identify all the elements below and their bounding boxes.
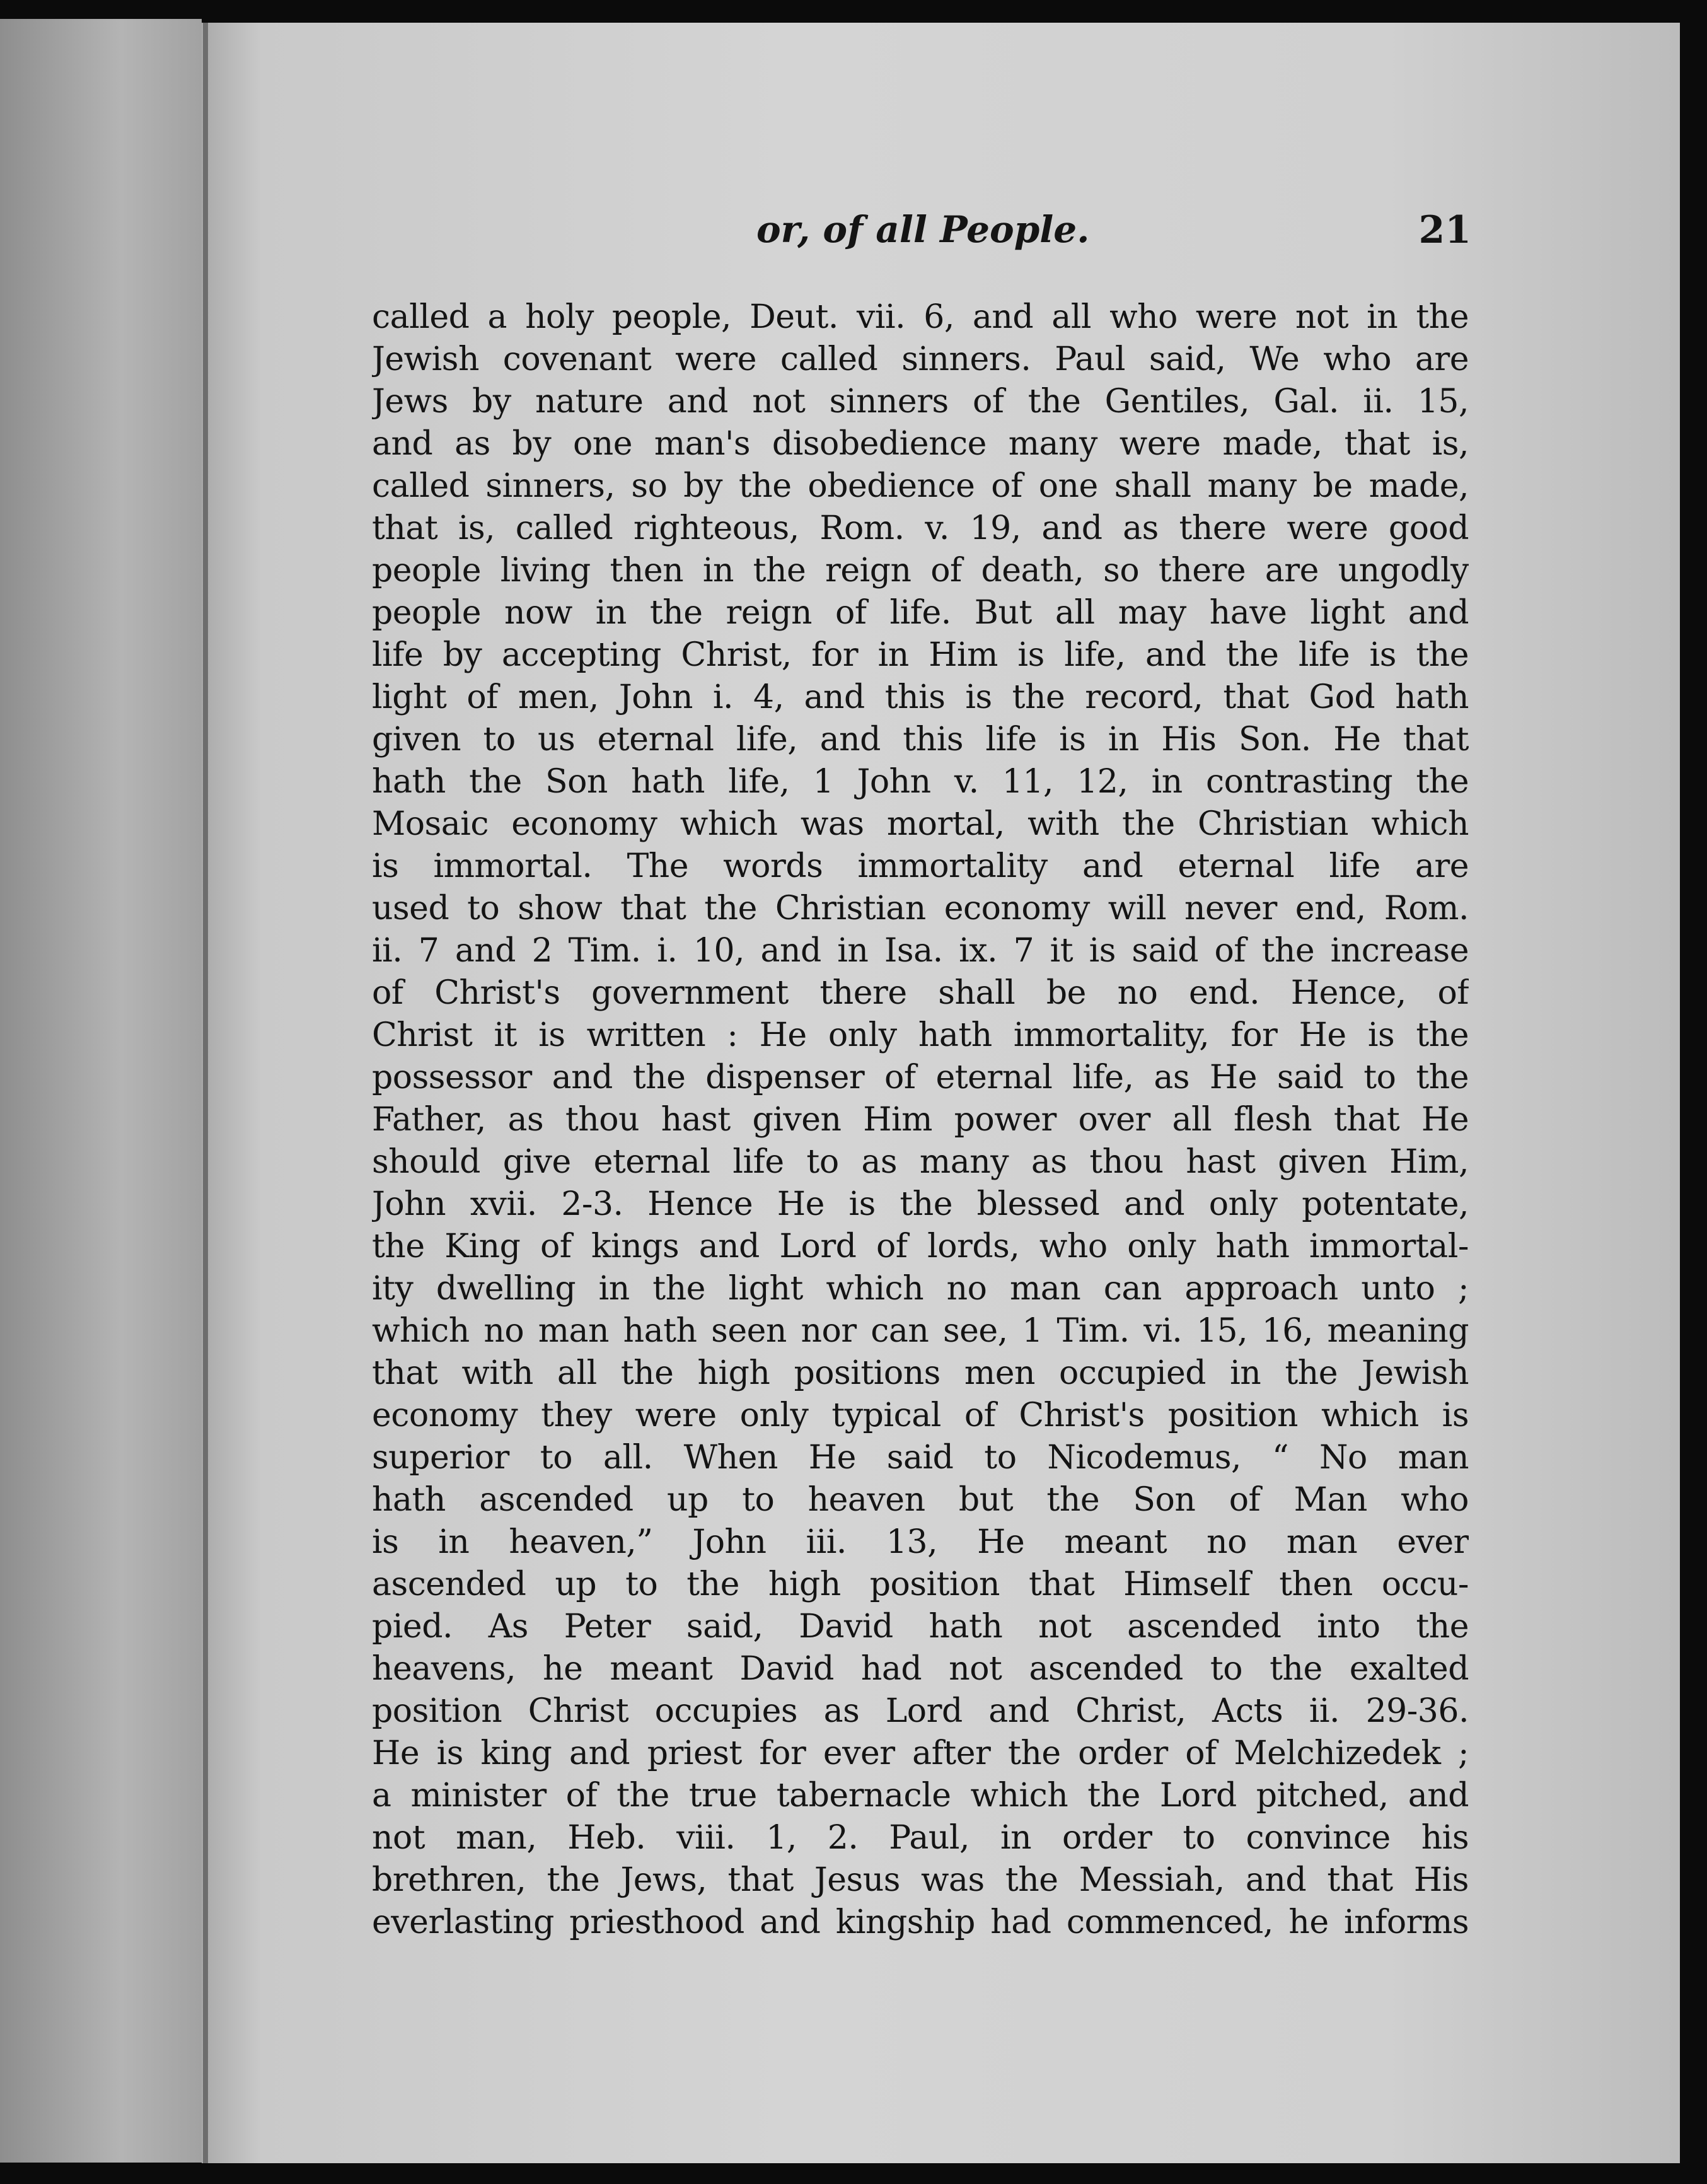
text-line: ity dwelling in the light which no man can approach unto ; <box>372 1270 1469 1308</box>
text-line: of Christ's government there shall be no end. Hence, of <box>372 974 1469 1012</box>
text-line: position Christ occupies as Lord and Christ, Acts ii. 29-36. <box>372 1692 1469 1730</box>
text-line: Jews by nature and not sinners of the Gentiles, Gal. ii. 15, <box>372 383 1469 421</box>
text-line: used to show that the Christian economy will never end, Rom. <box>372 890 1469 927</box>
text-line: that is, called righteous, Rom. v. 19, and as there were good <box>372 509 1469 547</box>
left-page-edge <box>0 19 202 2163</box>
text-line: possessor and the dispenser of eternal life, as He said to the <box>372 1059 1469 1096</box>
text-line: ii. 7 and 2 Tim. i. 10, and in Isa. ix. 7 it is said of the increase <box>372 932 1469 970</box>
text-line: economy they were only typical of Christ's position which is <box>372 1397 1469 1434</box>
text-line: brethren, the Jews, that Jesus was the Messiah, and that His <box>372 1861 1469 1899</box>
text-line: light of men, John i. 4, and this is the record, that God hath <box>372 678 1469 716</box>
text-line: which no man hath seen nor can see, 1 Tim. vi. 15, 16, meaning <box>372 1312 1469 1350</box>
page-gutter <box>203 23 208 2163</box>
text-line: called a holy people, Deut. vii. 6, and all who were not in the <box>372 298 1469 336</box>
text-line: given to us eternal life, and this life is in His Son. He that <box>372 721 1469 758</box>
text-line: is in heaven,” John iii. 13, He meant no man ever <box>372 1523 1469 1561</box>
text-line: Father, as thou hast given Him power over all flesh that He <box>372 1101 1469 1139</box>
text-line: should give eternal life to as many as thou hast given Him, <box>372 1143 1469 1181</box>
text-line: Jewish covenant were called sinners. Paul said, We who are <box>372 340 1469 378</box>
text-line: everlasting priesthood and kingship had commenced, he informs <box>372 1903 1469 1941</box>
text-line: life by accepting Christ, for in Him is life, and the life is the <box>372 636 1469 674</box>
body-text <box>372 296 1469 1944</box>
running-head: or, of all People. <box>756 208 1090 251</box>
text-line: not man, Heb. viii. 1, 2. Paul, in order to convince his <box>372 1819 1469 1857</box>
text-line: pied. As Peter said, David hath not ascended into the <box>372 1608 1469 1646</box>
text-line: John xvii. 2-3. Hence He is the blessed and only potentate, <box>372 1185 1469 1223</box>
page-number: 21 <box>1418 208 1471 252</box>
text-line: Christ it is written : He only hath immortality, for He is the <box>372 1016 1469 1054</box>
text-line: called sinners, so by the obedience of one shall many be made, <box>372 467 1469 505</box>
text-line: people living then in the reign of death, so there are ungodly <box>372 552 1469 590</box>
text-line: hath the Son hath life, 1 John v. 11, 12, in contrasting the <box>372 763 1469 801</box>
text-line: Mosaic economy which was mortal, with the Christian which <box>372 805 1469 843</box>
text-line: superior to all. When He said to Nicodemus, “ No man <box>372 1439 1469 1477</box>
text-line: He is king and priest for ever after the order of Melchizedek ; <box>372 1734 1469 1772</box>
text-line: a minister of the true tabernacle which the Lord pitched, and <box>372 1777 1469 1815</box>
text-line: the King of kings and Lord of lords, who only hath immortal- <box>372 1228 1469 1265</box>
text-line: ascended up to the high position that Himself then occu- <box>372 1565 1469 1603</box>
text-line: is immortal. The words immortality and eternal life are <box>372 847 1469 885</box>
text-line: people now in the reign of life. But all may have light and <box>372 594 1469 632</box>
text-line: heavens, he meant David had not ascended to the exalted <box>372 1650 1469 1688</box>
text-line: hath ascended up to heaven but the Son of Man who <box>372 1481 1469 1519</box>
text-line: and as by one man's disobedience many were made, that is, <box>372 425 1469 463</box>
text-line: that with all the high positions men occupied in the Jewish <box>372 1354 1469 1392</box>
page-header <box>372 208 1481 265</box>
